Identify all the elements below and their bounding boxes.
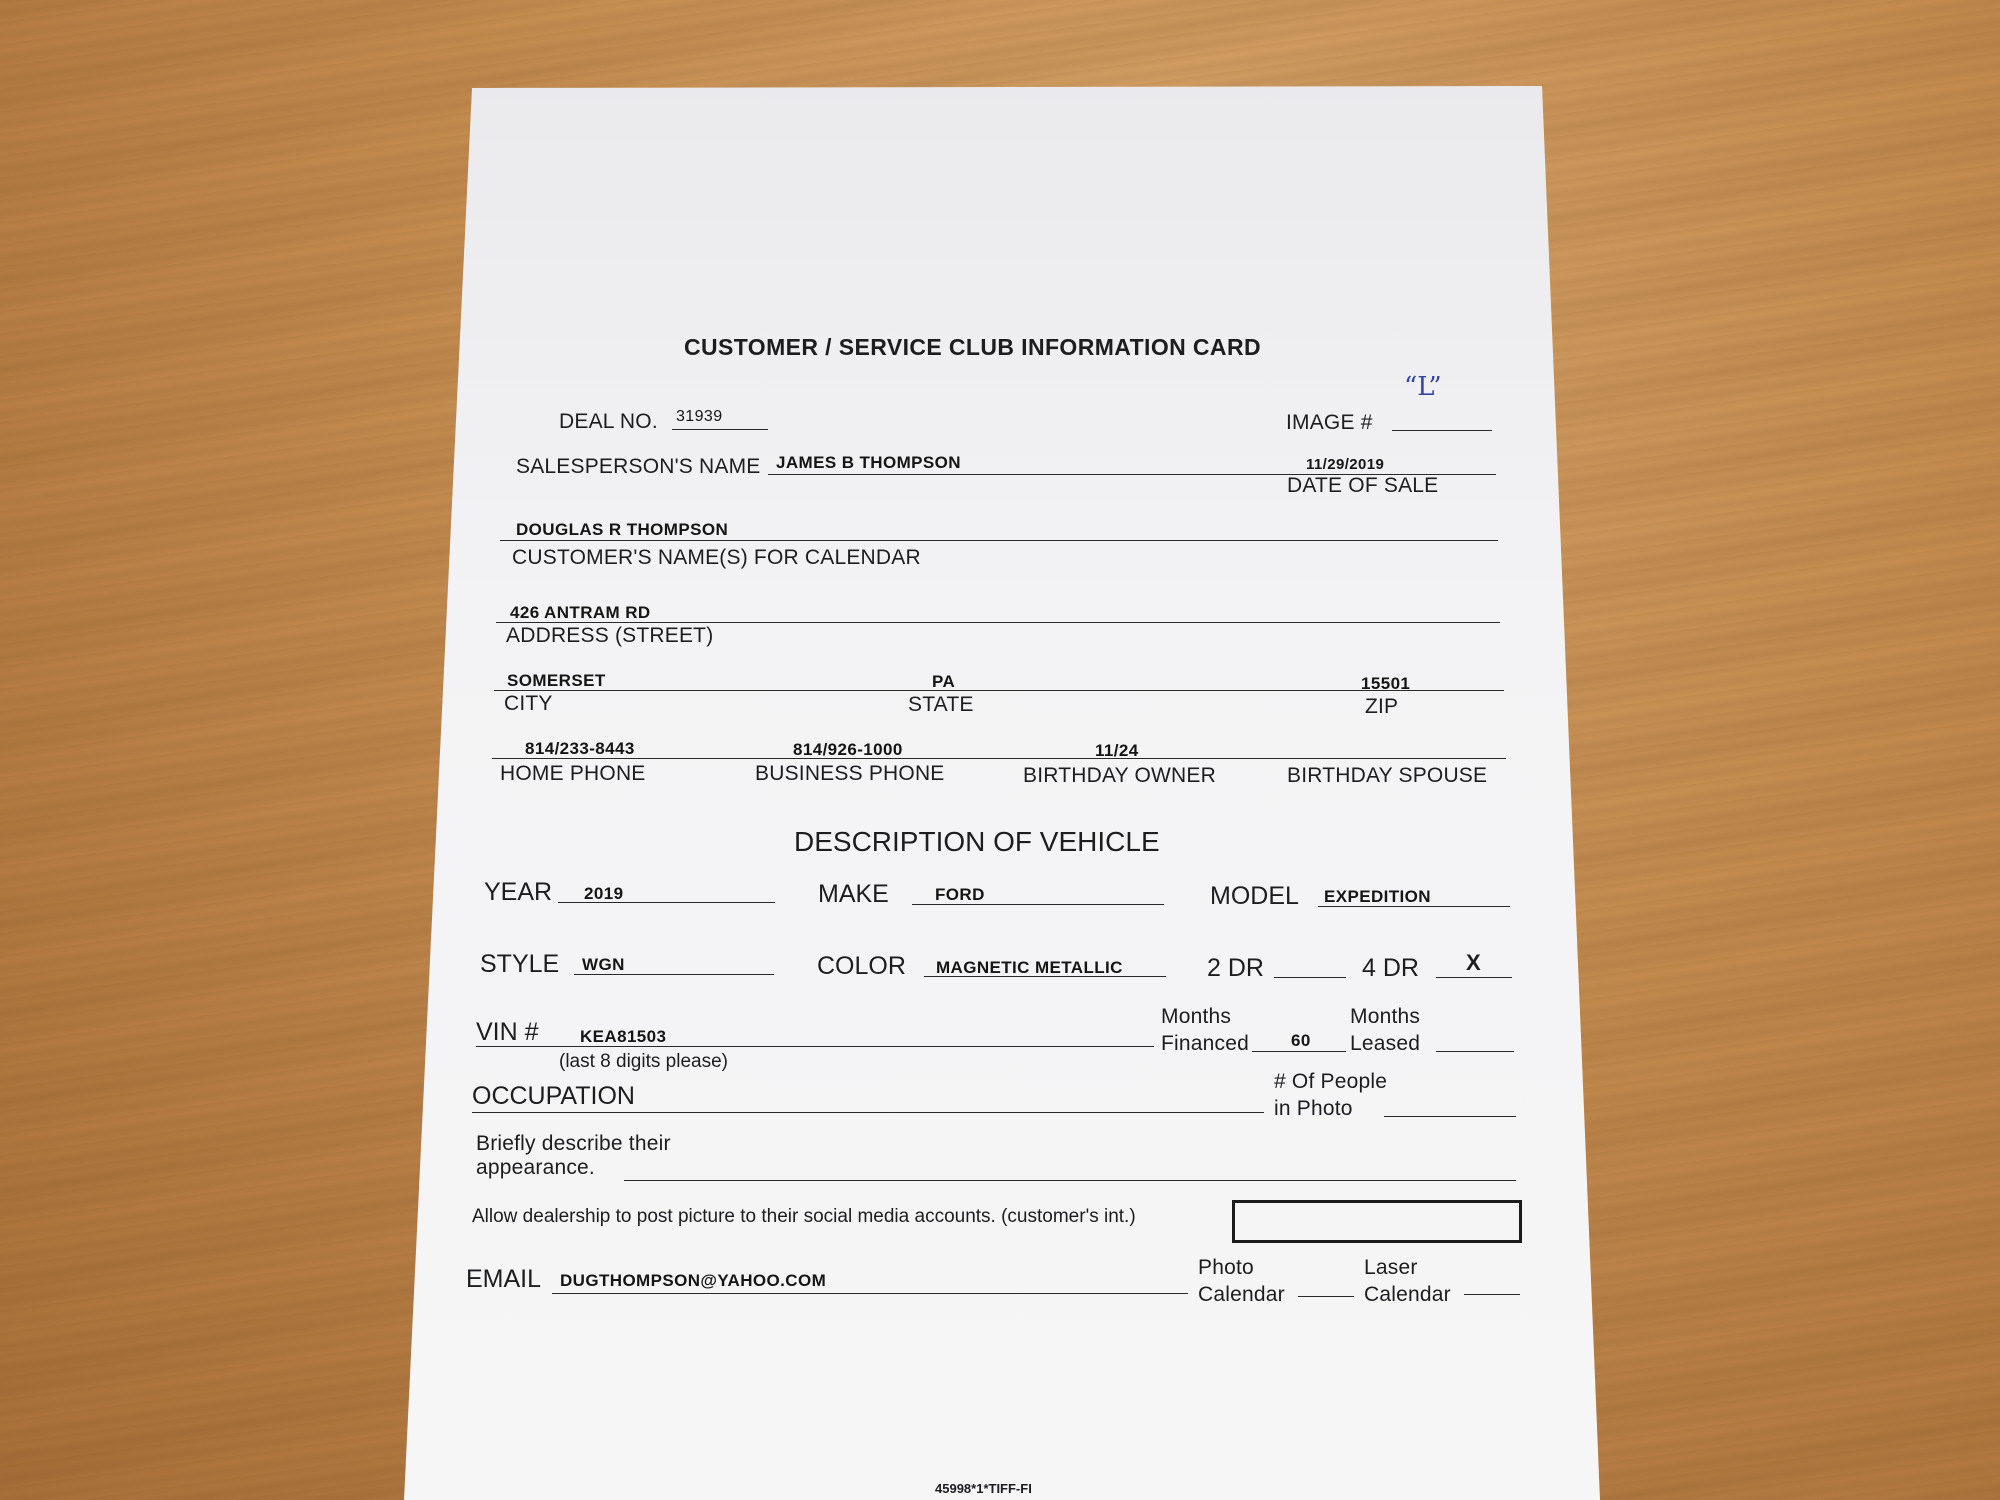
people-in-photo-label-1: # Of People xyxy=(1274,1070,1388,1093)
months-leased-label-1: Months xyxy=(1350,1005,1421,1028)
address-value: 426 ANTRAM RD xyxy=(510,603,651,622)
phone-line xyxy=(492,758,1506,759)
color-label: COLOR xyxy=(817,952,906,980)
social-media-label: Allow dealership to post picture to their social media accounts. (customer's int.) xyxy=(472,1206,1136,1227)
year-label: YEAR xyxy=(484,878,553,906)
photo-calendar-line xyxy=(1298,1296,1354,1297)
four-door-value: X xyxy=(1466,950,1481,975)
months-financed-line xyxy=(1252,1051,1346,1052)
months-financed-label-1: Months xyxy=(1161,1005,1232,1028)
year-value: 2019 xyxy=(584,884,624,903)
customer-name-line xyxy=(500,540,1498,541)
city-state-zip-line xyxy=(494,690,1504,691)
customer-name-label: CUSTOMER'S NAME(S) FOR CALENDAR xyxy=(512,546,921,569)
address-line xyxy=(496,622,1500,623)
date-of-sale-label: DATE OF SALE xyxy=(1287,474,1439,497)
image-no-label: IMAGE # xyxy=(1286,411,1373,434)
state-label: STATE xyxy=(908,693,974,716)
make-value: FORD xyxy=(935,885,985,904)
make-label: MAKE xyxy=(818,880,889,908)
occupation-line xyxy=(472,1112,1264,1113)
zip-label: ZIP xyxy=(1365,695,1399,718)
model-line xyxy=(1318,906,1510,907)
form-title: CUSTOMER / SERVICE CLUB INFORMATION CARD xyxy=(684,334,1261,360)
city-value: SOMERSET xyxy=(507,671,606,690)
model-label: MODEL xyxy=(1210,882,1299,910)
birthday-owner-label: BIRTHDAY OWNER xyxy=(1023,764,1216,787)
birthday-spouse-label: BIRTHDAY SPOUSE xyxy=(1287,764,1488,787)
date-of-sale-value: 11/29/2019 xyxy=(1306,456,1385,473)
customer-name-value: DOUGLAS R THOMPSON xyxy=(516,520,729,539)
style-line xyxy=(574,974,774,975)
business-phone-value: 814/926-1000 xyxy=(793,740,903,759)
months-leased-label-2: Leased xyxy=(1350,1032,1421,1055)
deal-no-line xyxy=(672,429,768,430)
months-financed-value: 60 xyxy=(1291,1031,1311,1050)
four-door-label: 4 DR xyxy=(1362,954,1419,982)
people-in-photo-line xyxy=(1384,1116,1516,1117)
home-phone-label: HOME PHONE xyxy=(500,762,646,785)
people-in-photo-label-2: in Photo xyxy=(1274,1097,1353,1120)
address-label: ADDRESS (STREET) xyxy=(506,624,714,647)
model-value: EXPEDITION xyxy=(1324,887,1431,906)
vin-line xyxy=(476,1046,1154,1047)
occupation-label: OCCUPATION xyxy=(472,1082,635,1110)
home-phone-value: 814/233-8443 xyxy=(525,739,635,758)
laser-calendar-label-2: Calendar xyxy=(1364,1283,1451,1306)
photo-calendar-label-2: Calendar xyxy=(1198,1283,1285,1306)
two-door-label: 2 DR xyxy=(1207,954,1264,982)
vin-label: VIN # xyxy=(476,1018,539,1046)
describe-label-2: appearance. xyxy=(476,1156,595,1179)
footer-code: 45998*1*TIFF-FI xyxy=(935,1481,1032,1496)
color-value: MAGNETIC METALLIC xyxy=(936,958,1123,977)
email-value: DUGTHOMPSON@YAHOO.COM xyxy=(560,1271,827,1290)
vin-hint: (last 8 digits please) xyxy=(559,1051,728,1072)
salesperson-value: JAMES B THOMPSON xyxy=(776,453,961,472)
laser-calendar-line xyxy=(1464,1294,1520,1295)
months-financed-label-2: Financed xyxy=(1161,1032,1249,1055)
photo-calendar-label-1: Photo xyxy=(1198,1256,1254,1279)
zip-value: 15501 xyxy=(1361,674,1411,693)
social-media-initials-box[interactable] xyxy=(1232,1200,1522,1243)
birthday-owner-value: 11/24 xyxy=(1095,741,1139,760)
email-label: EMAIL xyxy=(466,1265,542,1293)
salesperson-label: SALESPERSON'S NAME xyxy=(516,455,761,478)
two-door-line xyxy=(1274,977,1346,978)
city-label: CITY xyxy=(504,692,553,715)
year-line xyxy=(558,902,775,903)
image-no-value: “L” xyxy=(1404,372,1442,402)
describe-line xyxy=(624,1180,1516,1181)
vehicle-heading: DESCRIPTION OF VEHICLE xyxy=(794,826,1160,857)
make-line xyxy=(912,904,1164,905)
color-line xyxy=(924,976,1166,977)
laser-calendar-label-1: Laser xyxy=(1364,1256,1418,1279)
style-value: WGN xyxy=(582,955,625,974)
vin-value: KEA81503 xyxy=(580,1027,667,1046)
describe-label-1: Briefly describe their xyxy=(476,1132,671,1155)
four-door-line xyxy=(1436,977,1512,978)
business-phone-label: BUSINESS PHONE xyxy=(755,762,945,785)
style-label: STYLE xyxy=(480,950,560,978)
state-value: PA xyxy=(932,672,956,691)
deal-no-value: 31939 xyxy=(676,408,723,425)
months-leased-line xyxy=(1436,1051,1514,1052)
deal-no-label: DEAL NO. xyxy=(559,410,658,433)
image-no-line xyxy=(1392,430,1492,431)
email-line xyxy=(552,1293,1188,1294)
